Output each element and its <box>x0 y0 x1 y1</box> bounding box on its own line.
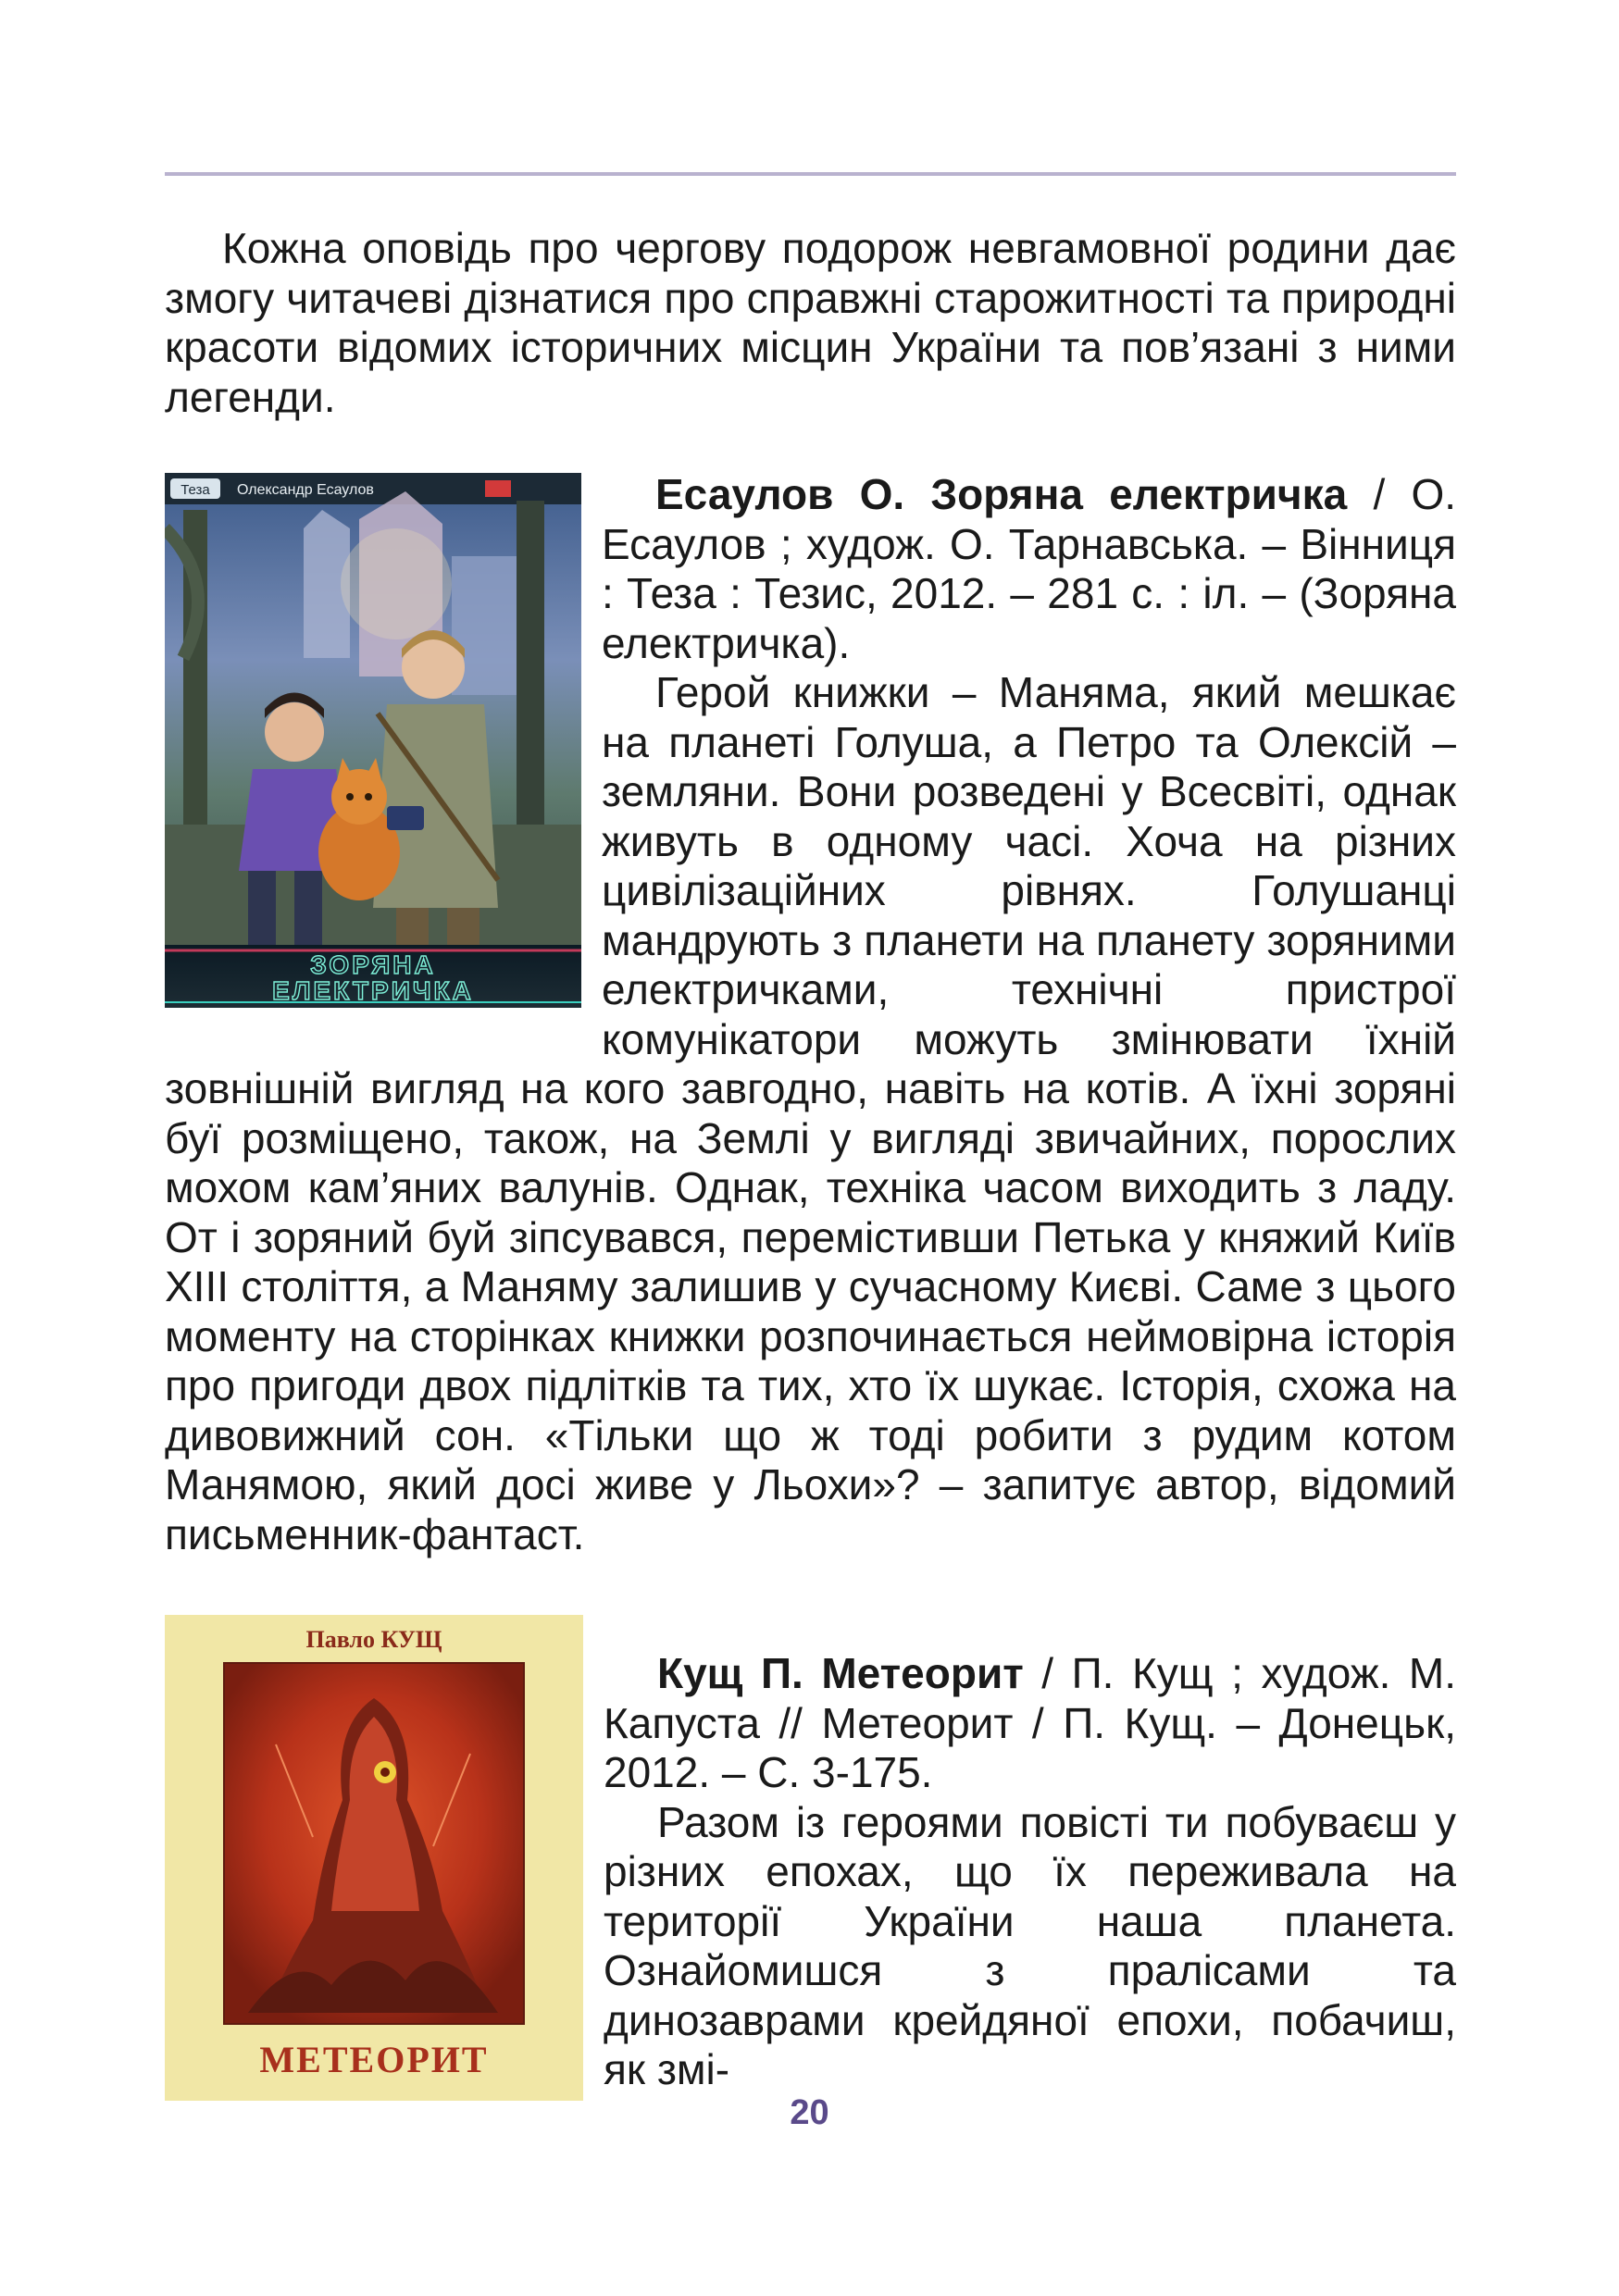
cover-illustration <box>165 1615 583 2101</box>
book-description: Разом із героями повісті ти побуваєш у різних епохах, що їх переживала на території України наша планета. Ознайомишся з пралісами та динозаврами крейдяної епохи, побачиш, як змі- <box>604 1797 1456 2093</box>
entry-details: / П. Кущ ; худож. М. Капуста // Метеорит / П. Кущ. – Донецьк, 2012. – С. 3-175. <box>604 1649 1456 1796</box>
book-entry-zoriana-elektrychka <box>165 470 1456 1559</box>
book-description: Герой книжки – Маняма, який мешкає на планеті Голуша, а Петро та Олексій – земляни. Вони розведені у Всесвіті, однак живуть в одному часі. Хоча на різних цивілізаційних рівнях. Голушанці мандрують з планети на планету зоряними електричками, технічні пристрої комунікатори можуть змінювати їхній зовнішній вигляд на кого завгодно, навіть на котів. А їхні зоряні буї розміщено, також, на Землі у вигляді звичайних, порослих мохом кам’яних валунів. Однак, техніка часом виходить з ладу. От і зоряний буй зіпсувався, перемістивши Петька у княжий Київ XIII століття, а Маняму залишив у сучасному Києві. Саме з цього моменту на сторінках книжки розпочинається неймовірна історія про пригоди двох підлітків та тих, хто їх шукає. Історія, схожа на дивовижний сон. «Тільки що ж тоді робити з рудим котом Манямою, який досі живе у Льохи»? – запитує автор, відомий письменник-фантаст. <box>165 668 1456 1558</box>
intro-text: Кожна оповідь про чергову подорож невгамовної родини дає змогу читачеві дізнатися про справжні старожитності та природні красоти відомих історичних місцин України та пов’язані з ними легенди. <box>165 224 1456 421</box>
cover-title-line2: ЕЛЕКТРИЧКА <box>272 976 474 1005</box>
book-entry-meteoryt <box>165 1612 1456 2101</box>
cover-publisher: Теза <box>181 482 210 498</box>
intro-paragraph <box>165 224 1456 422</box>
cover-illustration <box>165 473 581 1008</box>
entry-title: Есаулов О. Зоряна електричка <box>655 470 1348 518</box>
cover-author: Павло КУЩ <box>305 1626 442 1653</box>
entry-title: Кущ П. Метеорит <box>657 1649 1024 1697</box>
header-rule <box>165 172 1456 176</box>
book-cover-zoriana-elektrychka <box>165 473 581 1008</box>
entry-details: / О. Есаулов ; худож. О. Тарнавська. – Вінниця : Теза : Тезис, 2012. – 281 с. : іл. – (Зоряна електричка). <box>602 470 1457 667</box>
book-cover-meteoryt <box>165 1615 583 2101</box>
page-number: 20 <box>790 2093 829 2132</box>
cover-author: Олександр Есаулов <box>237 482 374 498</box>
cover-title: МЕТЕОРИТ <box>259 2039 489 2080</box>
cover-title-line1: ЗОРЯНА <box>310 950 436 979</box>
